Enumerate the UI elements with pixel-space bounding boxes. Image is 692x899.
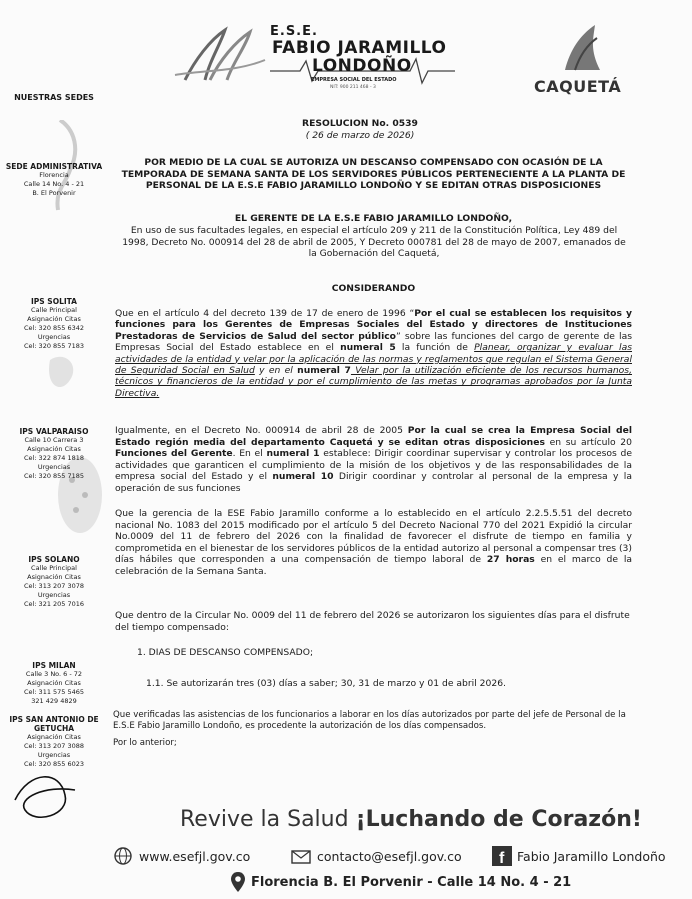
org-nit: NIT: 900 211 468 - 3 xyxy=(330,85,376,90)
paragraph-5: Que verificadas las asistencias de los funcionarios a laborar en los días autorizados por parte del jefe de Personal de la E.S.E Fabio Jaramillo Londoño, es procedente la autorización de los días compensados. xyxy=(113,710,626,732)
footer-facebook[interactable]: f Fabio Jaramillo Londoño xyxy=(492,846,666,866)
considering-heading: CONSIDERANDO xyxy=(331,283,416,294)
paragraph-2: Igualmente, en el Decreto No. 000914 de abril 28 de 2005 Por la cual se crea la Empresa Social del Estado región media del departamento Caquetá y se editan otras disposiciones en su artículo 20 Funciones del Gerente. En el numeral 1 establece: Dirigir coordinar supervisar y controlar los procesos de actividades que garanticen el cumplimiento de la misión de los objetivos y de las responsabilidades de la empresa social del Estado y el numeral 10 Dirigir coordinar y controlar al personal de la empresa y la operación de sus funciones xyxy=(115,425,633,494)
footer-email[interactable]: contacto@esefjl.gov.co xyxy=(290,846,462,866)
sidebar-location-admin: SEDE ADMINISTRATIVA Florencia Calle 14 No. 4 - 21 B. El Porvenir xyxy=(5,162,103,197)
facebook-icon xyxy=(492,846,512,866)
caqueta-emblem-icon xyxy=(555,20,610,75)
org-tagline: EMPRESA SOCIAL DEL ESTADO xyxy=(311,77,397,83)
svg-text:f: f xyxy=(499,850,505,866)
location-pin-icon xyxy=(230,871,246,893)
list-item-1: 1. DIAS DE DESCANSO COMPENSADO; xyxy=(137,647,314,658)
paragraph-4: Que dentro de la Circular No. 0009 del 11 de febrero del 2026 se autorizaron los siguientes días para el disfrute del tiempo compensado: xyxy=(115,610,630,633)
department-name: CAQUETÁ xyxy=(534,77,622,96)
list-item-1-1: 1.1. Se autorizarán tres (03) días a saber; 30, 31 de marzo y 01 de abril 2026. xyxy=(146,678,506,689)
resolution-number: RESOLUCION No. 0539 xyxy=(302,118,418,129)
issuer-line: EL GERENTE DE LA E.S.E FABIO JARAMILLO LONDOÑO, xyxy=(234,213,513,224)
footer-website[interactable]: www.esefjl.gov.co xyxy=(112,846,250,866)
authority-paragraph: En uso de sus facultades legales, en especial el artículo 209 y 211 de la Constitución Política, Ley 489 del 1998, Decreto No. 000914 del 28 de abril de 2005, Y Decreto 000781 del 28 de mayo de 2007, emanados de la Gobernación del Caquetá, xyxy=(122,225,626,259)
ese-logo-icon xyxy=(165,20,275,90)
footer-slogan: Revive la Salud ¡Luchando de Corazón! xyxy=(180,807,642,832)
paragraph-1: Que en el artículo 4 del decreto 139 de 17 de enero de 1996 “Por el cual se establecen los requisitos y funciones para los Gerentes de Empresas Sociales del Estado y directores de Instituciones Prestadoras de Servicios de Salud del sector público” sobre las funciones del cargo de gerente de las Empresas Social del Estado establece en el numeral 5 la función de Planear, organizar y evaluar las actividades de la entidad y velar por la aplicación de las normas y reglamentos que regulan el Sistema General de Seguridad Social en Salud y en el numeral 7 Velar por la utilización eficiente de los recursos humanos, técnicos y financieros de la entidad y por el cumplimiento de las metas y programas aprobados por la Junta Directiva. xyxy=(115,308,632,399)
resolution-date: ( 26 de marzo de 2026) xyxy=(305,130,415,141)
org-name-line1: FABIO JARAMILLO xyxy=(272,38,447,58)
sidebar-location-valparaiso: IPS VALPARAISO Calle 10 Carrera 3 Asignación Citas Cel: 322 874 1818 Urgencias Cel: 320 855 7185 xyxy=(19,427,89,480)
sidebar-location-solano: IPS SOLANO Calle Principal Asignación Citas Cel: 313 207 3078 Urgencias Cel: 321 205 7016 xyxy=(23,555,85,608)
sidebar-location-solita: IPS SOLITA Calle Principal Asignación Citas Cel: 320 855 6342 Urgencias Cel: 320 855 7183 xyxy=(23,297,85,350)
footer-address: Florencia B. El Porvenir - Calle 14 No. 4 - 21 xyxy=(230,871,571,893)
org-prefix: E.S.E. xyxy=(270,24,318,39)
paragraph-3: Que la gerencia de la ESE Fabio Jaramillo conforme a lo establecido en el artículo 2.2.5.5.51 del decreto nacional No. 1083 del 2015 modificado por el artículo 5 del Decreto Nacional 770 del 2021 Expidió la circular No.0009 del 11 de febrero del 2026 con la finalidad de favorecer el disfrute de tiempo en familia y comprometida en el bienestar de los servidores públicos de la entidad autorizo al personal a compensar tres (3) días hábiles que corresponden a una compensación de tiempo laboral de 27 horas en el marco de la celebración de la Semana Santa. xyxy=(115,508,632,577)
email-icon xyxy=(290,846,312,866)
paragraph-6: Por lo anterior; xyxy=(113,738,177,748)
globe-icon xyxy=(112,846,134,866)
org-name-line2: LONDOÑO xyxy=(312,56,412,76)
sidebar-location-milan: IPS MILAN Calle 3 No. 6 - 72 Asignación Citas Cel: 311 575 5465 321 429 4829 xyxy=(23,661,85,705)
sidebar-location-san-antonio: IPS SAN ANTONIO DE GETUCHA Asignación Citas Cel: 313 207 3088 Urgencias Cel: 320 855 6023 xyxy=(9,715,99,768)
signature-mark-icon xyxy=(5,760,80,830)
resolution-subject: POR MEDIO DE LA CUAL SE AUTORIZA UN DESCANSO COMPENSADO CON OCASIÓN DE LA TEMPORADA DE SEMANA SANTA DE LOS SERVIDORES PÚBLICOS PERTENECIENTE A LA PLANTA DE PERSONAL DE LA E.S.E FABIO JARAMILLO LONDOÑO Y SE EDITAN OTRAS DISPOSICIONES xyxy=(121,157,626,191)
sidebar-heading: NUESTRAS SEDES xyxy=(14,93,94,102)
